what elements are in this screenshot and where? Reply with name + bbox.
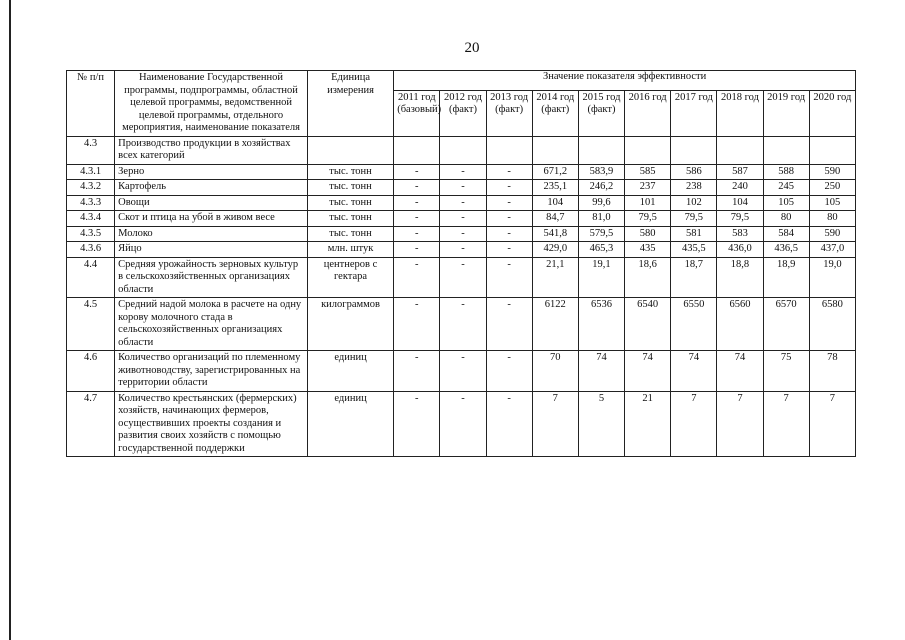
year-value: - [440,298,486,351]
year-value: 19,1 [578,257,624,298]
year-value: - [486,351,532,392]
year-value [440,136,486,164]
year-value: 671,2 [532,164,578,180]
row-number: 4.5 [67,298,115,351]
header-year: 2013 год (факт) [486,90,532,136]
year-value: 237 [625,180,671,196]
indicator-name: Зерно [115,164,308,180]
header-year: 2011 год (базовый) [394,90,440,136]
year-value: 101 [625,195,671,211]
row-number: 4.3.2 [67,180,115,196]
year-value: - [394,211,440,227]
year-value: - [486,211,532,227]
year-value: - [394,226,440,242]
table-row [67,195,856,211]
year-value: - [440,211,486,227]
year-value: 588 [763,164,809,180]
year-value: 18,8 [717,257,763,298]
year-value: - [440,164,486,180]
year-value: - [486,180,532,196]
year-value: - [440,180,486,196]
header-year: 2015 год (факт) [578,90,624,136]
year-value: 6580 [809,298,855,351]
year-value: 81,0 [578,211,624,227]
year-value: - [440,257,486,298]
year-value: 74 [671,351,717,392]
year-value: 74 [578,351,624,392]
year-value [763,136,809,164]
unit-of-measure: центнеров с гектара [307,257,393,298]
year-value [578,136,624,164]
table-row [67,242,856,258]
year-value: - [394,257,440,298]
year-value: 79,5 [671,211,717,227]
year-value: 585 [625,164,671,180]
year-value: 80 [809,211,855,227]
year-value: 104 [532,195,578,211]
row-number: 4.3.6 [67,242,115,258]
year-value: 6550 [671,298,717,351]
unit-of-measure: тыс. тонн [307,164,393,180]
unit-of-measure [307,136,393,164]
year-value: 18,7 [671,257,717,298]
unit-of-measure: единиц [307,351,393,392]
year-value: 74 [717,351,763,392]
year-value [625,136,671,164]
year-value: 105 [763,195,809,211]
table-row [67,180,856,196]
year-value: - [394,298,440,351]
indicator-name: Яйцо [115,242,308,258]
year-value: - [440,391,486,457]
year-value: 19,0 [809,257,855,298]
header-name: Наименование Государственной программы, подпрограммы, областной целевой программы, ведомственной целевой программы, отдельного мероприятия, наименование показателя [115,71,308,137]
row-number: 4.3 [67,136,115,164]
year-value: 587 [717,164,763,180]
row-number: 4.3.3 [67,195,115,211]
indicator-name: Количество организаций по племенному животноводству, зарегистрированных на территории области [115,351,308,392]
indicator-name: Производство продукции в хозяйствах всех категорий [115,136,308,164]
year-value: 590 [809,226,855,242]
year-value: 238 [671,180,717,196]
year-value: 583,9 [578,164,624,180]
year-value: 7 [763,391,809,457]
year-value: 7 [717,391,763,457]
year-value: 75 [763,351,809,392]
year-value: 80 [763,211,809,227]
year-value: 6540 [625,298,671,351]
unit-of-measure: тыс. тонн [307,195,393,211]
year-value: 581 [671,226,717,242]
year-value: 104 [717,195,763,211]
table-row [67,298,856,351]
header-year: 2018 год [717,90,763,136]
indicator-name: Молоко [115,226,308,242]
year-value: 579,5 [578,226,624,242]
year-value: - [394,351,440,392]
header-values-group: Значение показателя эффективности [394,71,856,91]
year-value [532,136,578,164]
year-value: 105 [809,195,855,211]
year-value: 21 [625,391,671,457]
page-binding-line [9,0,11,640]
indicator-name: Картофель [115,180,308,196]
unit-of-measure: килограммов [307,298,393,351]
unit-of-measure: тыс. тонн [307,226,393,242]
year-value: - [486,226,532,242]
year-value: - [486,242,532,258]
row-number: 4.3.5 [67,226,115,242]
year-value: 5 [578,391,624,457]
header-num: № п/п [67,71,115,137]
year-value: 586 [671,164,717,180]
year-value: - [440,351,486,392]
efficiency-indicators-table [66,70,856,457]
year-value: - [394,391,440,457]
year-value [486,136,532,164]
header-year: 2014 год (факт) [532,90,578,136]
indicator-name: Овощи [115,195,308,211]
row-number: 4.7 [67,391,115,457]
year-value: 78 [809,351,855,392]
table-row [67,164,856,180]
year-value: 6570 [763,298,809,351]
year-value: - [486,391,532,457]
header-year: 2016 год [625,90,671,136]
year-value: 580 [625,226,671,242]
year-value [671,136,717,164]
year-value: 7 [809,391,855,457]
header-unit: Единица измерения [307,71,393,137]
year-value: - [486,257,532,298]
header-year: 2020 год [809,90,855,136]
year-value: 79,5 [625,211,671,227]
indicator-name: Скот и птица на убой в живом весе [115,211,308,227]
year-value: 583 [717,226,763,242]
year-value: - [486,298,532,351]
year-value [717,136,763,164]
unit-of-measure: тыс. тонн [307,180,393,196]
year-value: 79,5 [717,211,763,227]
unit-of-measure: тыс. тонн [307,211,393,227]
header-year: 2019 год [763,90,809,136]
year-value: 436,5 [763,242,809,258]
table-row [67,136,856,164]
year-value: 70 [532,351,578,392]
year-value: 99,6 [578,195,624,211]
table-row [67,226,856,242]
row-number: 4.3.4 [67,211,115,227]
table-row [67,391,856,457]
indicator-name: Средняя урожайность зерновых культур в сельскохозяйственных организациях области [115,257,308,298]
year-value: 436,0 [717,242,763,258]
year-value: 541,8 [532,226,578,242]
row-number: 4.3.1 [67,164,115,180]
year-value: 74 [625,351,671,392]
year-value: 246,2 [578,180,624,196]
table-row [67,351,856,392]
row-number: 4.4 [67,257,115,298]
page-number: 20 [464,40,480,56]
year-value: 245 [763,180,809,196]
unit-of-measure: млн. штук [307,242,393,258]
table-row [67,211,856,227]
year-value: - [486,164,532,180]
indicator-name: Количество крестьянских (фермерских) хозяйств, начинающих фермеров, осуществивших проекты создания и развития своих хозяйств с помощью государственной поддержки [115,391,308,457]
year-value [394,136,440,164]
year-value: 435 [625,242,671,258]
year-value: 84,7 [532,211,578,227]
year-value: 18,9 [763,257,809,298]
unit-of-measure: единиц [307,391,393,457]
year-value: 429,0 [532,242,578,258]
year-value: 6122 [532,298,578,351]
year-value: 18,6 [625,257,671,298]
year-value: - [394,164,440,180]
year-value: 7 [671,391,717,457]
year-value: - [394,195,440,211]
year-value: 250 [809,180,855,196]
header-year: 2017 год [671,90,717,136]
year-value: - [394,180,440,196]
year-value: 437,0 [809,242,855,258]
year-value [809,136,855,164]
year-value: - [440,226,486,242]
year-value: 240 [717,180,763,196]
year-value: 21,1 [532,257,578,298]
year-value: 102 [671,195,717,211]
year-value: 6560 [717,298,763,351]
year-value: 465,3 [578,242,624,258]
year-value: 235,1 [532,180,578,196]
year-value: 584 [763,226,809,242]
indicator-name: Средний надой молока в расчете на одну корову молочного стада в сельскохозяйственных организациях области [115,298,308,351]
table-row [67,257,856,298]
year-value: 590 [809,164,855,180]
year-value: 7 [532,391,578,457]
year-value: - [440,242,486,258]
year-value: - [486,195,532,211]
year-value: - [394,242,440,258]
year-value: 6536 [578,298,624,351]
row-number: 4.6 [67,351,115,392]
table-body [67,136,856,457]
header-year: 2012 год (факт) [440,90,486,136]
year-value: 435,5 [671,242,717,258]
year-value: - [440,195,486,211]
